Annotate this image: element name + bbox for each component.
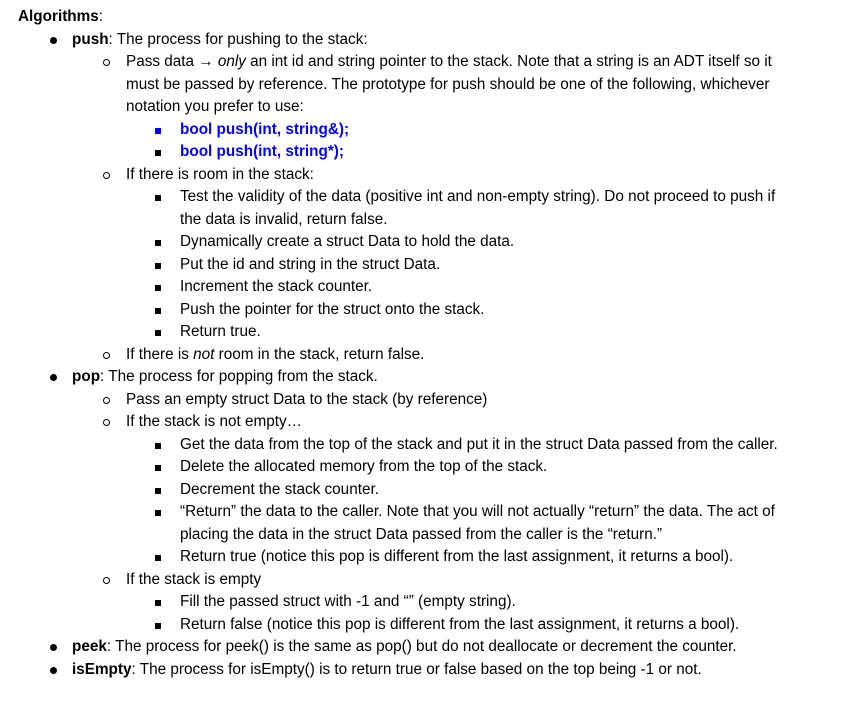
list-item-pop-empty (18, 569, 838, 592)
push-pass-rest2: must be passed by reference. The prototype for push should be one of the following, whichever (126, 75, 770, 93)
bullet-disc-icon (50, 374, 57, 381)
step-text: Test the validity of the data (positive int and non-empty string). Do not proceed to push if (180, 188, 776, 205)
bullet-square-icon (155, 510, 161, 516)
step-text: Put the id and string in the struct Data. (180, 255, 441, 273)
push-pass-rest3: notation you prefer to use: (126, 98, 304, 115)
prototype-code: bool push(int, string*); (180, 143, 344, 160)
step-text: the data is invalid, return false. (180, 210, 388, 228)
section-heading (18, 6, 838, 29)
push-pass-only: only (217, 53, 246, 70)
step-text: Return false (notice this pop is different from the last assignment, it returns a bool). (180, 615, 740, 633)
push-step (18, 276, 838, 299)
step-text: Get the data from the top of the stack and put it in the struct Data passed from the caller. (180, 435, 778, 453)
step-text: Return true (notice this pop is different from the last assignment, it returns a bool). (180, 548, 734, 565)
pop-empty-step (18, 591, 838, 614)
step-text: Decrement the stack counter. (180, 480, 379, 498)
noroom-post: room in the stack, return false. (214, 345, 425, 363)
pop-step (18, 501, 838, 524)
bullet-square-icon (155, 240, 161, 246)
noroom-not: not (193, 345, 215, 363)
step-text: Delete the allocated memory from the top of the stack. (180, 458, 548, 475)
push-step (18, 186, 838, 209)
list-item-pop-notempty (18, 411, 838, 434)
bullet-square-icon (155, 600, 161, 606)
step-text: Increment the stack counter. (180, 278, 373, 295)
heading-colon: : (98, 8, 103, 25)
push-step (18, 321, 838, 344)
push-step (18, 254, 838, 277)
step-text: placing the data in the struct Data passed from the caller is the “return.” (180, 525, 663, 543)
document-body (18, 6, 838, 681)
bullet-circle-icon (103, 419, 110, 426)
pop-description: : The process for popping from the stack. (100, 368, 378, 385)
push-step (18, 231, 838, 254)
pop-empty-step (18, 614, 838, 637)
pop-step (18, 546, 838, 569)
list-item-push-pass-cont2 (18, 96, 838, 119)
bullet-circle-icon (103, 172, 110, 179)
list-item-push-pass-cont1 (18, 74, 838, 97)
list-item-pop (18, 366, 838, 389)
prototype-reference (18, 119, 838, 142)
prototype-pointer (18, 141, 838, 164)
bullet-disc-icon (50, 644, 57, 651)
step-text: “Return” the data to the caller. Note that you will not actually “return” the data. The act of (180, 503, 775, 520)
push-pass-rest1: an int id and string pointer to the stack. Note that a string is an ADT itself so it (245, 53, 772, 70)
bullet-circle-icon (103, 59, 110, 66)
bullet-square-icon (155, 555, 161, 561)
heading-title: Algorithms (18, 8, 99, 25)
bullet-square-icon (155, 128, 161, 134)
list-item-push-noroom (18, 344, 838, 367)
pop-step-cont (18, 524, 838, 547)
bullet-square-icon (155, 465, 161, 471)
pop-step (18, 479, 838, 502)
pop-step (18, 456, 838, 479)
term-pop: pop (72, 368, 101, 385)
bullet-circle-icon (103, 577, 110, 584)
push-room-label: If there is room in the stack: (126, 165, 314, 183)
step-text: Fill the passed struct with -1 and “” (empty string). (180, 593, 516, 610)
list-item-peek (18, 636, 838, 659)
noroom-pre: If there is (126, 345, 194, 363)
bullet-square-icon (155, 308, 161, 314)
pop-notempty-label: If the stack is not empty… (126, 413, 302, 430)
push-step-cont (18, 209, 838, 232)
term-peek: peek (72, 638, 107, 655)
bullet-square-icon (155, 285, 161, 291)
bullet-square-icon (155, 488, 161, 494)
list-item-push (18, 29, 838, 52)
bullet-square-icon (155, 443, 161, 449)
push-description: : The process for pushing to the stack: (108, 30, 368, 48)
bullet-disc-icon (50, 667, 57, 674)
pop-step (18, 434, 838, 457)
bullet-square-icon (155, 263, 161, 269)
prototype-code: bool push(int, string&); (180, 120, 350, 138)
step-text: Return true. (180, 323, 261, 340)
step-text: Push the pointer for the struct onto the stack. (180, 300, 485, 318)
term-isempty: isEmpty (72, 660, 132, 678)
push-step (18, 299, 838, 322)
list-item-pop-pass (18, 389, 838, 412)
list-item-push-room (18, 164, 838, 187)
isempty-description: : The process for isEmpty() is to return true or false based on the top being -1 or not. (131, 660, 702, 678)
bullet-circle-icon (103, 397, 110, 404)
bullet-square-icon (155, 150, 161, 156)
pop-empty-label: If the stack is empty (126, 570, 262, 588)
list-item-isempty (18, 659, 838, 682)
term-push: push (72, 30, 109, 48)
step-text: Dynamically create a struct Data to hold the data. (180, 233, 515, 250)
bullet-square-icon (155, 330, 161, 336)
bullet-disc-icon (50, 37, 57, 44)
push-pass-pre: Pass data → (126, 53, 218, 70)
bullet-square-icon (155, 623, 161, 629)
bullet-circle-icon (103, 352, 110, 359)
list-item-push-pass (18, 51, 838, 74)
peek-description: : The process for peek() is the same as pop() but do not deallocate or decrement the counter. (106, 638, 737, 655)
pop-pass-text: Pass an empty struct Data to the stack (by reference) (126, 390, 488, 408)
bullet-square-icon (155, 195, 161, 201)
